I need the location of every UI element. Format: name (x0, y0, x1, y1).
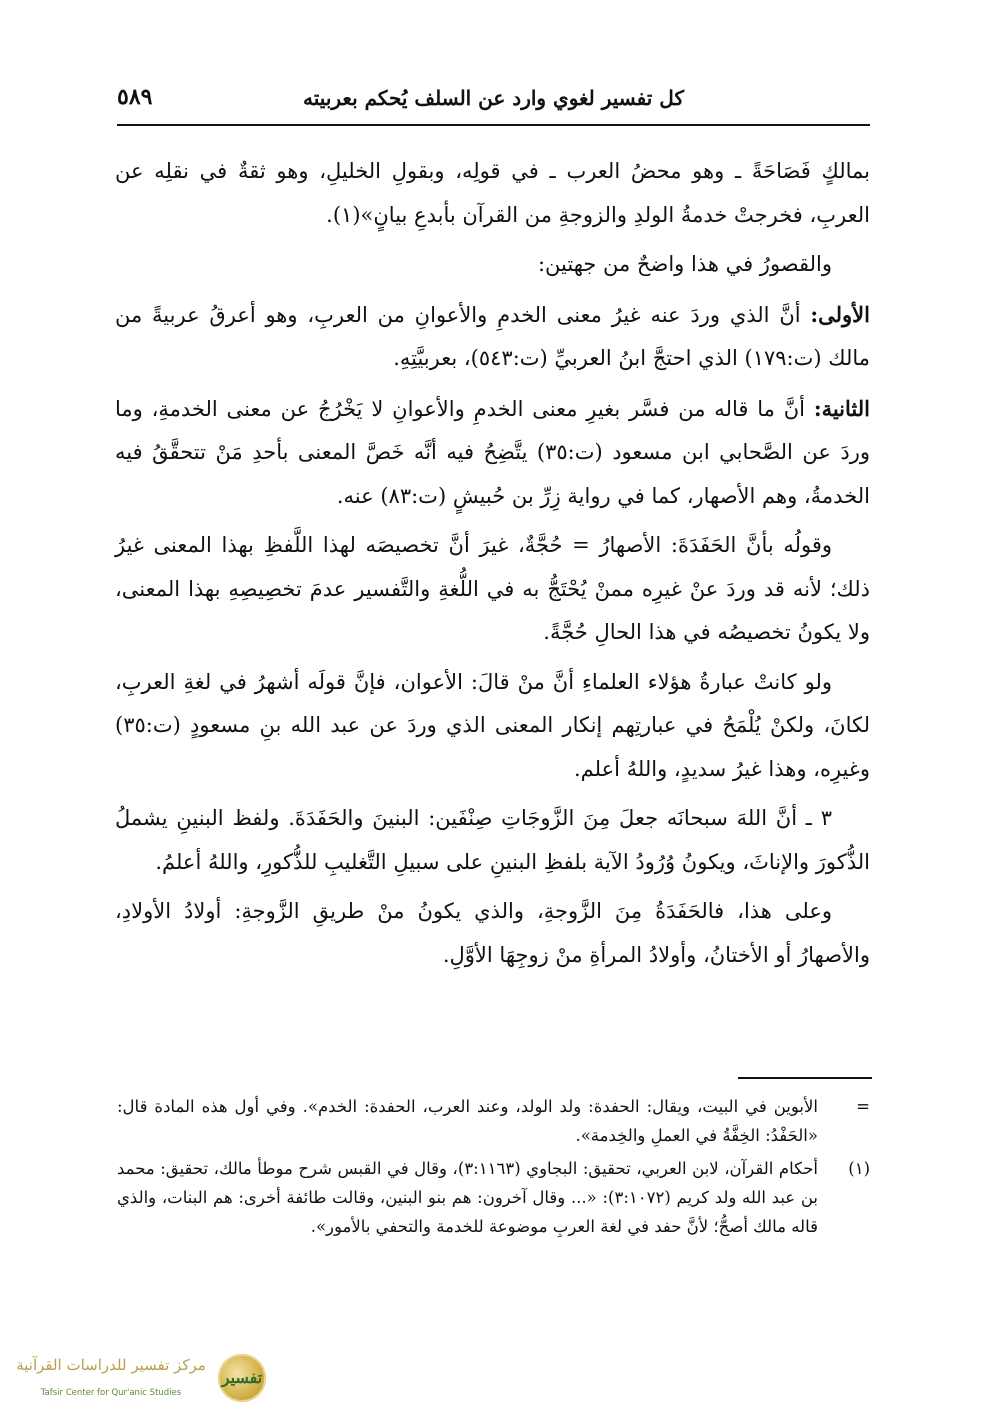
footnote-separator (738, 1077, 872, 1079)
logo-arabic-name: مركز تفسير للدراسات القرآنية (16, 1356, 206, 1374)
paragraph-1: بمالكٍ فَصَاحَةً ـ وهو محضُ العرب ـ في قولِه، وبقولِ الخليلِ، وهو ثقةٌ في نقلِه عن العربِ، فخرجتْ خدمةُ الولدِ والزوجةِ من القرآن بأبدعِ بيانٍ»(١). (115, 159, 870, 227)
paragraph-7: ٣ ـ أنَّ اللهَ سبحانَه جعلَ مِنَ الزَّوجَاتِ صِنْفَين: البنينَ والحَفَدَةَ. ولفظ البنينِ يشملُ الذُّكورَ والإناثَ، ويكونُ وُرُودُ الآية بلفظِ البنينِ على سبيلِ التَّغليبِ للذُّكورِ، واللهُ أعلمُ. (115, 806, 870, 874)
page-header (117, 80, 870, 126)
main-text (115, 150, 870, 983)
paragraph-3 (115, 293, 870, 381)
paragraph-6: ولو كانتْ عبارةُ هؤلاء العلماءِ أنَّ منْ قالَ: الأعوان، فإنَّ قولَه أشهرُ في لغةِ العربِ، لكانَ، ولكنْ يُلْمَحُ في عبارتِهم إنكار المعنى الذي وردَ عن عبد الله بنِ مسعودٍ (ت:٣٥) وغيرِه، وهذا غيرُ سديدٍ، واللهُ أعلم. (115, 669, 870, 781)
logo-emblem-text: تفسير (221, 1368, 263, 1387)
publisher-logo (6, 1352, 268, 1412)
paragraph-4 (115, 387, 870, 519)
paragraph-3-text: أنَّ الذي وردَ عنه غيرُ معنى الخدمِ والأعوانِ من العربِ، وهو أعرقُ عربيةً من مالك (ت:١٧٩) الذي احتجَّ ابنُ العربيِّ (ت:٥٤٣)، بعربيَّتِهِ. (115, 302, 870, 370)
footnote-mark: = (856, 1097, 870, 1116)
logo-emblem-icon (218, 1354, 266, 1402)
paragraph-3-lead: الأولى: (810, 301, 870, 327)
paragraph-4-lead: الثانية: (813, 395, 870, 421)
paragraph-4-text: أنَّ ما قاله من فسَّر بغيرِ معنى الخدمِ والأعوانِ لا يَخْرُجُ عن معنى الخدمةِ، وما وردَ عن الصَّحابي ابن مسعود (ت:٣٥) يتَّضِحُ فيه أنَّه خَصَّ المعنى بأحدِ مَنْ تتحقَّقُ فيه الخدمةُ، وهم الأصهار، كما في رواية زِرِّ بن حُبيشٍ (ت:٨٣) عنه. (115, 396, 870, 508)
page-number: ٥٨٩ (117, 84, 153, 110)
logo-english-name: Tafsir Center for Qur'anic Studies (40, 1388, 182, 1398)
footnote-text: أحكام القرآن، لابن العربي، تحقيق: البجاوي (٣:١١٦٣)، وقال في القبس شرح موطأ مالك، تحقيق: محمد بن عبد الله ولد كريم (٣:١٠٧٢): «... وقال آخرون: هم بنو البنين، وقالت طائفة أخرى: هم البنات، والذي قاله مالك أصحُّ؛ لأنَّ حفد في لغة العربِ موضوعة للخدمة والتحفي بالأمور». (117, 1159, 818, 1236)
paragraph-8: وعلى هذا، فالحَفَدَةُ مِنَ الزَّوجةِ، والذي يكونُ منْ طريقِ الزَّوجةِ: أولادُ الأولادِ، والأصهارُ أو الأختانُ، وأولادُ المرأةِ منْ زوجِهَا الأوَّلِ. (115, 899, 870, 967)
footnote-mark: (١) (848, 1159, 870, 1178)
footnote-1 (117, 1154, 870, 1241)
footnotes (117, 1092, 870, 1245)
paragraph-2: والقصورُ في هذا واضحٌ من جهتين: (537, 252, 832, 276)
footnote-continued (117, 1092, 870, 1150)
running-title: كل تفسير لغوي وارد عن السلف يُحكم بعربيته (303, 86, 684, 110)
paragraph-5: وقولُه بأنَّ الحَفَدَةَ: الأصهارُ = حُجَّةٌ، غيرَ أنَّ تخصيصَه لهذا اللَّفظِ بهذا المعنى غيرُ ذلك؛ لأنه قد وردَ عنْ غيرِه ممنْ يُحْتَجُّ به في اللُّغةِ والتَّفسير عدمَ تخصِيصِهِ بهذا المعنى، ولا يكونُ تخصيصُه في هذا الحالِ حُجَّةً. (115, 533, 870, 644)
footnote-text: الأبوين في البيت، ويقال: الحفدة: ولد الولد، وعند العرب، الحفدة: الخدم». وفي أول هذه المادة قال: «الحَفْدُ: الخِفَّةُ في العملِ والخِدمة». (117, 1097, 818, 1145)
